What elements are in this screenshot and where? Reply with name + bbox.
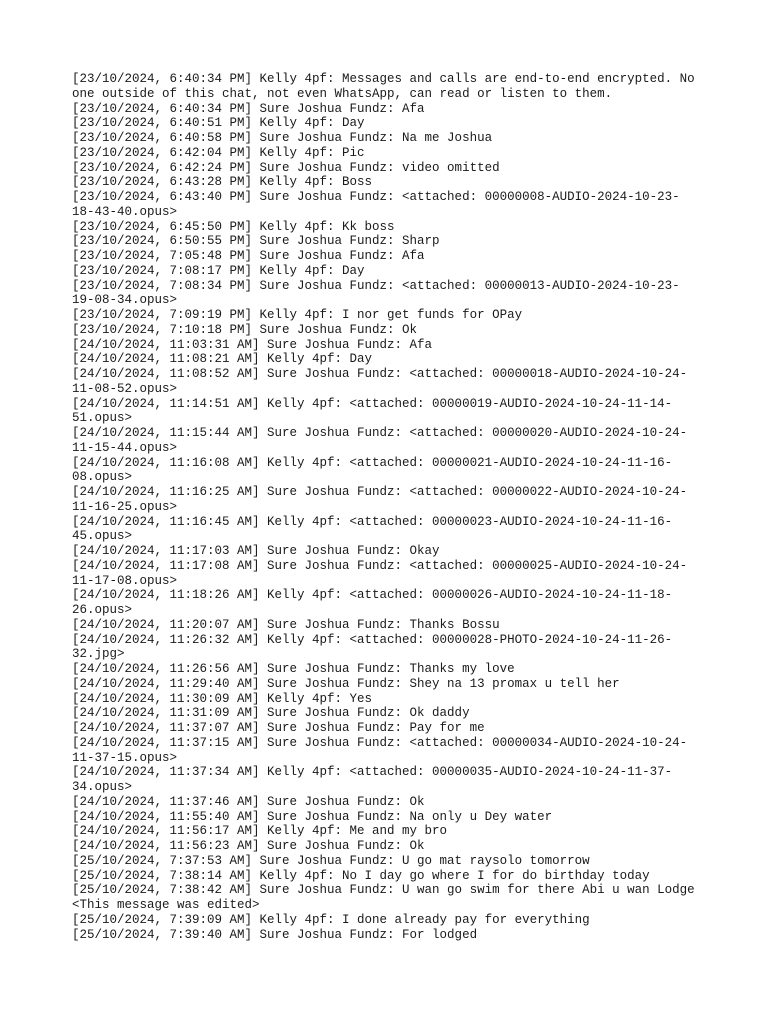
chat-message-line: [24/10/2024, 11:17:08 AM] Sure Joshua Fundz: <attached: 00000025-AUDIO-2024-10-24- 11-17-08.opus>: [72, 558, 688, 588]
chat-message-line: [24/10/2024, 11:16:08 AM] Kelly 4pf: <attached: 00000021-AUDIO-2024-10-24-11-16- 08.opus>: [72, 455, 673, 485]
chat-message-line: [24/10/2024, 11:16:25 AM] Sure Joshua Fundz: <attached: 00000022-AUDIO-2024-10-24- 11-16-25.opus>: [72, 485, 688, 514]
chat-message-line: [25/10/2024, 7:39:09 AM] Kelly 4pf: I done already pay for everything: [72, 912, 590, 927]
chat-message-line: [24/10/2024, 11:37:07 AM] Sure Joshua Fundz: Pay for me: [72, 721, 485, 735]
chat-message-line: [25/10/2024, 7:37:53 AM] Sure Joshua Fundz: U go mat raysolo tomorrow: [72, 853, 590, 868]
chat-message-line: [23/10/2024, 6:43:28 PM] Kelly 4pf: Boss: [72, 175, 373, 190]
chat-message-line: [23/10/2024, 7:05:48 PM] Sure Joshua Fundz: Afa: [72, 249, 425, 263]
chat-message-line: [24/10/2024, 11:55:40 AM] Sure Joshua Fundz: Na only u Dey water: [72, 809, 553, 824]
chat-message-line: [23/10/2024, 6:40:34 PM] Kelly 4pf: Messages and calls are end-to-end encrypted. No one outside of this chat, not even WhatsApp, can read or listen to them.: [72, 72, 695, 101]
chat-message-line: [24/10/2024, 11:17:03 AM] Sure Joshua Fundz: Okay: [72, 544, 440, 558]
chat-message-line: [23/10/2024, 6:50:55 PM] Sure Joshua Fundz: Sharp: [72, 234, 440, 249]
chat-message-line: [24/10/2024, 11:26:56 AM] Sure Joshua Fundz: Thanks my love: [72, 662, 515, 676]
chat-message-line: [23/10/2024, 6:45:50 PM] Kelly 4pf: Kk boss: [72, 219, 395, 234]
chat-message-line: [24/10/2024, 11:29:40 AM] Sure Joshua Fundz: Shey na 13 promax u tell her: [72, 676, 620, 691]
chat-message-line: [24/10/2024, 11:14:51 AM] Kelly 4pf: <attached: 00000019-AUDIO-2024-10-24-11-14- 51.opus>: [72, 396, 673, 426]
chat-message-line: [23/10/2024, 6:40:34 PM] Sure Joshua Fundz: Afa: [72, 101, 425, 116]
chat-log: [72, 72, 712, 942]
chat-message-line: [23/10/2024, 7:09:19 PM] Kelly 4pf: I nor get funds for OPay: [72, 308, 523, 322]
chat-message-line: [24/10/2024, 11:16:45 AM] Kelly 4pf: <attached: 00000023-AUDIO-2024-10-24-11-16- 45.opus>: [72, 514, 673, 544]
chat-message-line: [23/10/2024, 6:42:24 PM] Sure Joshua Fundz: video omitted: [72, 160, 500, 175]
chat-message-line: [23/10/2024, 7:08:34 PM] Sure Joshua Fundz: <attached: 00000013-AUDIO-2024-10-23- 19-08-34.opus>: [72, 278, 680, 308]
chat-message-line: [24/10/2024, 11:37:34 AM] Kelly 4pf: <attached: 00000035-AUDIO-2024-10-24-11-37- 34.opus>: [72, 765, 673, 794]
chat-message-line: [24/10/2024, 11:18:26 AM] Kelly 4pf: <attached: 00000026-AUDIO-2024-10-24-11-18- 26.opus>: [72, 588, 673, 617]
chat-message-line: [24/10/2024, 11:08:52 AM] Sure Joshua Fundz: <attached: 00000018-AUDIO-2024-10-24- 11-08-52.opus>: [72, 367, 688, 396]
chat-message-line: [24/10/2024, 11:31:09 AM] Sure Joshua Fundz: Ok daddy: [72, 706, 470, 721]
chat-message-line: [24/10/2024, 11:56:17 AM] Kelly 4pf: Me and my bro: [72, 824, 448, 839]
chat-message-line: [24/10/2024, 11:30:09 AM] Kelly 4pf: Yes: [72, 691, 373, 706]
chat-message-line: [24/10/2024, 11:08:21 AM] Kelly 4pf: Day: [72, 352, 373, 367]
chat-message-line: [25/10/2024, 7:39:40 AM] Sure Joshua Fundz: For lodged: [72, 927, 478, 942]
chat-message-line: [24/10/2024, 11:20:07 AM] Sure Joshua Fundz: Thanks Bossu: [72, 617, 500, 632]
chat-message-line: [24/10/2024, 11:26:32 AM] Kelly 4pf: <attached: 00000028-PHOTO-2024-10-24-11-26- 32.jpg>: [72, 632, 673, 662]
chat-message-line: [24/10/2024, 11:03:31 AM] Sure Joshua Fundz: Afa: [72, 337, 433, 352]
chat-message-line: [24/10/2024, 11:15:44 AM] Sure Joshua Fundz: <attached: 00000020-AUDIO-2024-10-24- 11-15-44.opus>: [72, 426, 688, 455]
chat-message-line: [25/10/2024, 7:38:42 AM] Sure Joshua Fundz: U wan go swim for there Abi u wan Lodge <This message was edited>: [72, 883, 695, 912]
chat-message-line: [24/10/2024, 11:37:46 AM] Sure Joshua Fundz: Ok: [72, 794, 425, 809]
chat-message-line: [23/10/2024, 7:10:18 PM] Sure Joshua Fundz: Ok: [72, 322, 418, 337]
chat-message-line: [24/10/2024, 11:37:15 AM] Sure Joshua Fundz: <attached: 00000034-AUDIO-2024-10-24- 11-37-15.opus>: [72, 735, 688, 765]
chat-message-line: [24/10/2024, 11:56:23 AM] Sure Joshua Fundz: Ok: [72, 839, 425, 853]
chat-message-line: [23/10/2024, 7:08:17 PM] Kelly 4pf: Day: [72, 263, 365, 278]
document-page: [72, 72, 712, 942]
chat-message-line: [25/10/2024, 7:38:14 AM] Kelly 4pf: No I day go where I for do birthday today: [72, 868, 650, 883]
chat-message-line: [23/10/2024, 6:40:51 PM] Kelly 4pf: Day: [72, 116, 365, 131]
chat-message-line: [23/10/2024, 6:43:40 PM] Sure Joshua Fundz: <attached: 00000008-AUDIO-2024-10-23- 18-43-40.opus>: [72, 190, 680, 219]
chat-message-line: [23/10/2024, 6:42:04 PM] Kelly 4pf: Pic: [72, 145, 365, 160]
chat-message-line: [23/10/2024, 6:40:58 PM] Sure Joshua Fundz: Na me Joshua: [72, 131, 493, 145]
